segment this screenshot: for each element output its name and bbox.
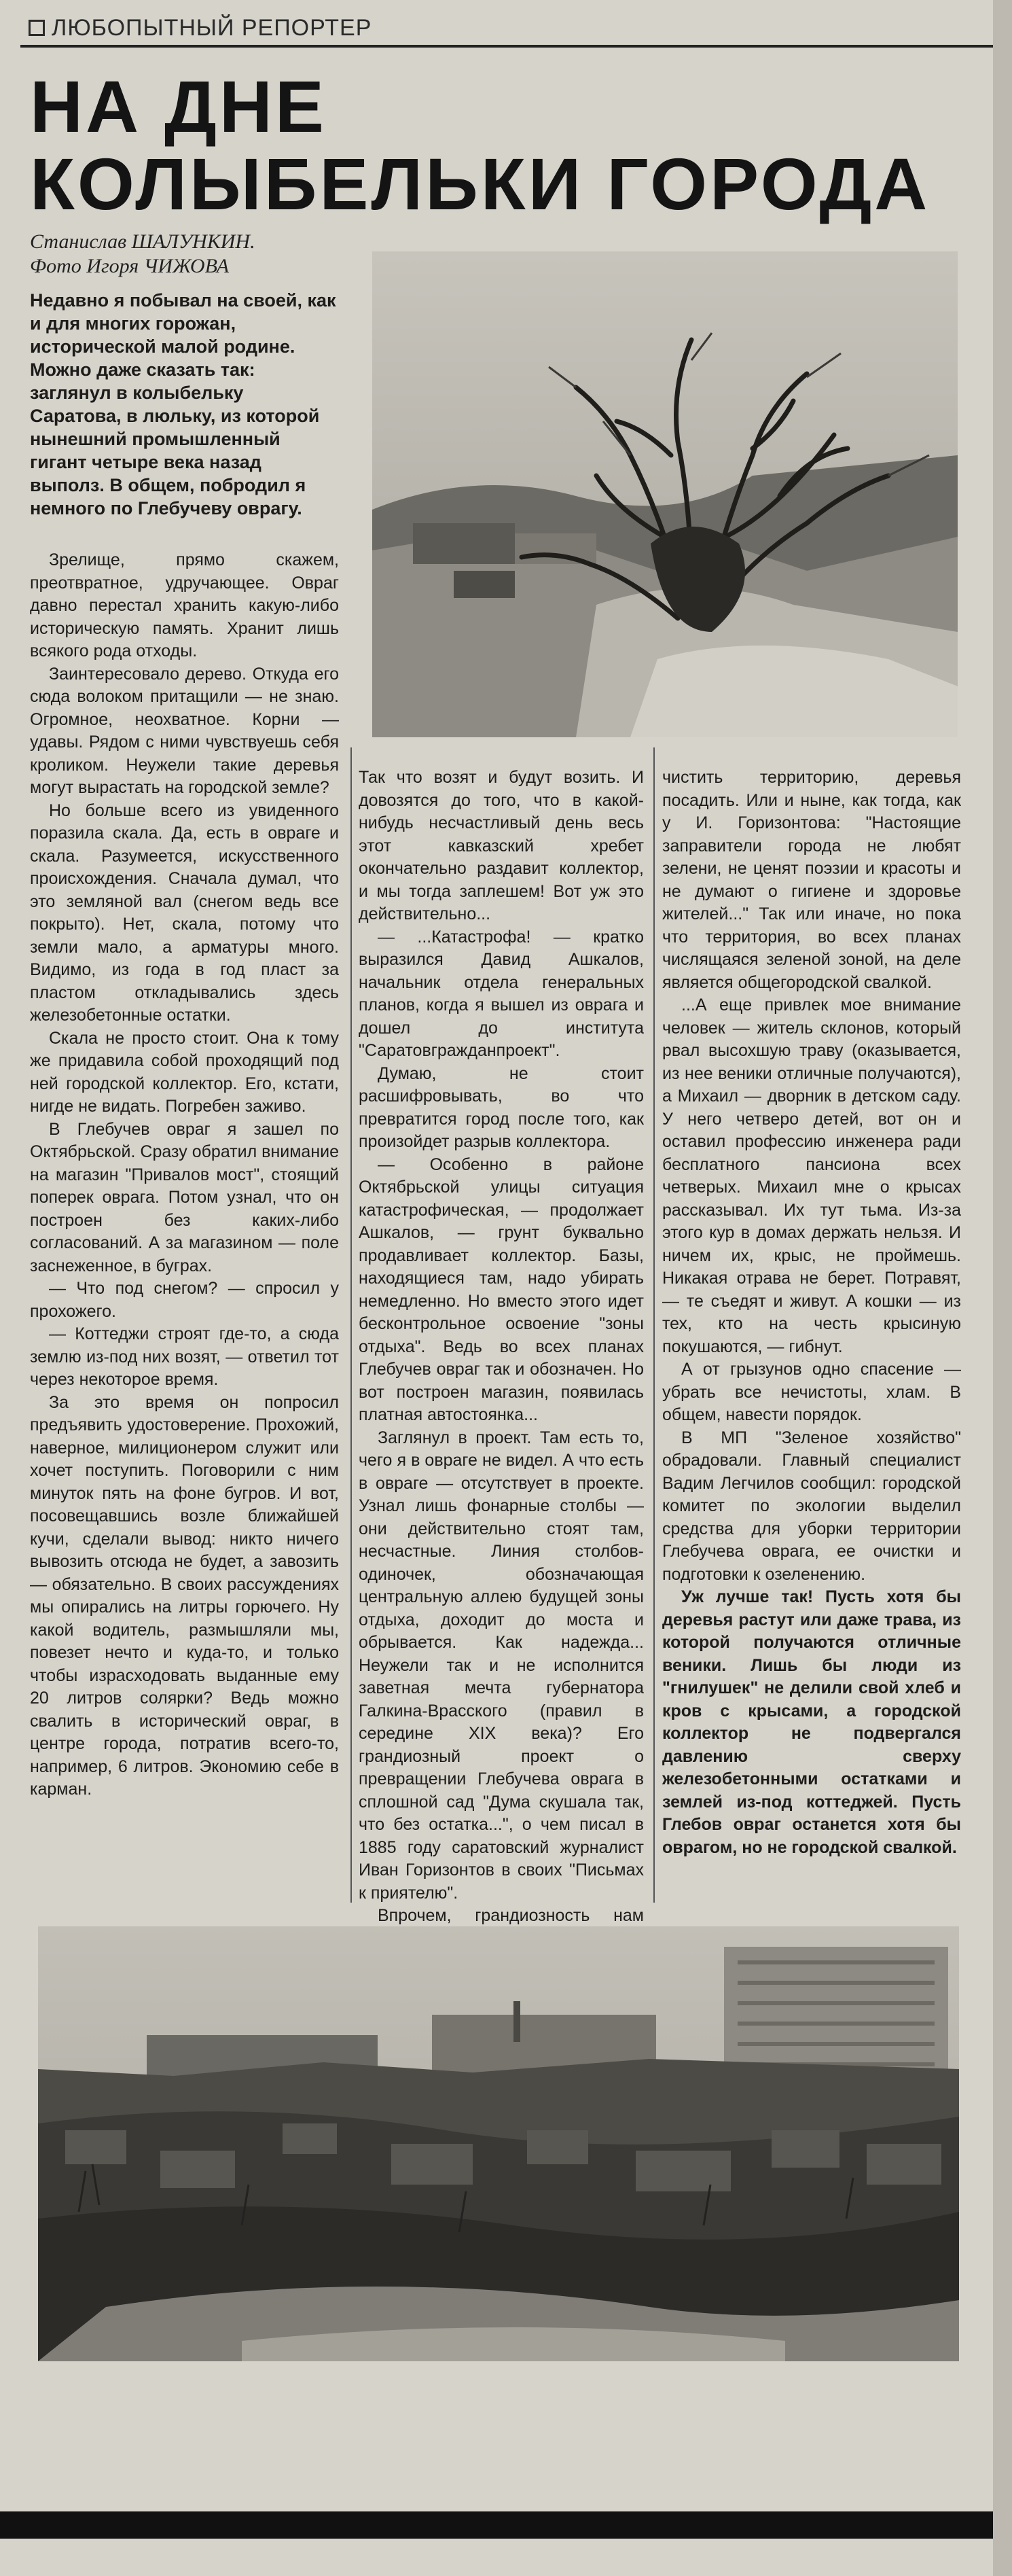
paragraph: Но больше всего из увиденного поразила скала. Да, есть в овраге и скала. Разумеется, искусственного происхождения. Сначала думал, что это земляной вал (снегом ведь все покрыто). Нет, скала, потому что земли мало, а арматуры много. Видимо, из года в год пласт за пластом откладывались здесь железобетонные остатки. [30,800,339,1025]
byline-photo: Фото Игоря ЧИЖОВА [30,255,230,277]
ravine-photo [38,1926,959,2361]
paragraph: Заглянул в проект. Там есть то, чего я в овраге не видел. А что есть в овраге — отсутствует в проекте. Узнал лишь фонарные столбы — они действительно стоят там, несчастные. Линия столбов-одиночек, обозначающая центральную аллею будущей зоны отдыха, доходит до моста и обрывается. Как надежда... Неужели так и не исполнится заветная мечта губернатора Галкина-Врасского (правил в середине XIX века)? Его грандиозный проект о превращении Глебучева оврага в сплошной сад "Дума скушала так, что без остатка...", о чем писал в 1885 году саратовский журналист Иван Горизонтов в своих "Письмах к приятелю". [359,1428,644,1903]
paragraph: В Глебучев овраг я зашел по Октябрьской. Сразу обратил внимание на магазин "Привалов мост", стоящий поперек оврага. Потом узнал, что он построен без каких-либо согласований. А за магазином — поле заснеженное, в буграх. [30,1119,339,1275]
paragraph: — ...Катастрофа! — кратко выразился Давид Ашкалов, начальник отдела генеральных планов, когда я вышел из оврага и дошел до института "Саратовгражданпроект". [359,927,644,1060]
paragraph: чистить территорию, деревья посадить. Или и ныне, как тогда, как у И. Горизонтова: "Настоящие заправители города не любят зелени, не ценят поэзии и красоты и не думают о гигиене и здоровье жителей..." Так или иначе, но пока что территория, во всех планах числящаяся зеленой зоной, на деле является общегородской свалкой. [662,768,961,992]
paragraph: — Коттеджи строят где-то, а сюда землю из-под них возят, — ответил тот через некоторое время. [30,1324,339,1389]
paragraph: За это время он попросил предъявить удостоверение. Прохожий, наверное, милиционером служит или хочет поступить. Поговорили с ним минуток пять на фоне бугров. И вот, посовещавшись возле ближайшей кучи, сделали вывод: никто ничего вывозить отсюда не будет, а завозить — обязательно. В своих рассуждениях мы опирались на литры горючего. Ну какой водитель, размышляли мы, повезет нечто и куда-то, и только чтобы израсходовать выданные ему 20 литров солярки? Ведь можно свалить в исторический овраг, в центре города, потратив всего-то, например, 6 литров. Экономию себе в карман. [30,1392,339,1799]
byline [30,230,255,279]
page-edge [993,0,1012,2576]
article-column-2 [359,766,644,1950]
ravine-photo-image [38,1926,959,2361]
article-column-3 [662,766,961,1859]
paragraph: В МП "Зеленое хозяйство" обрадовали. Главный специалист Вадим Легчилов сообщил: городской комитет по экологии выделил средства для уборки территории Глебучева оврага, ее очистки и подготовки к озеленению. [662,1428,961,1584]
square-bullet-icon [29,20,45,36]
lead-paragraph: Недавно я побывал на своей, как и для многих горожан, исторической малой родине. Можно даже сказать так: заглянул в колыбельку Саратова, в люльку, из которой нынешний промышленный гигант четыре века назад выполз. В общем, побродил я немного по Глебучеву оврагу. [30,290,336,518]
article-column-1-body [30,549,339,1801]
paragraph: Скала не просто стоит. Она к тому же придавила собой проходящий под ней городской коллектор. Его, кстати, нигде не видать. Погребен заживо. [30,1028,339,1116]
closing-paragraph: Уж лучше так! Пусть хотя бы деревья растут или даже трава, из которой получаются отличные веники. Лишь бы люди из "гнилушек" не делили свой хлеб и кров с крысами, а городской коллектор не подвергался давлению сверху железобетонными остатками и землей из-под коттеджей. Пусть Глебов овраг останется хотя бы оврагом, но не городской свалкой. [662,1587,961,1857]
paragraph: А от грызунов одно спасение — убрать все нечистоты, хлам. В общем, навести порядок. [662,1360,961,1424]
article-column-1 [30,289,339,536]
top-rule [20,45,998,48]
rubric-label: ЛЮБОПЫТНЫЙ РЕПОРТЕР [52,15,372,41]
byline-author: Станислав ШАЛУНКИН. [30,230,255,253]
paragraph: Заинтересовало дерево. Откуда его сюда волоком притащили — не знаю. Огромное, неохватное. Корни — удавы. Рядом с ними чувствуешь себя кроликом. Неужели такие деревья могут вырастать на городской земле? [30,664,339,797]
paragraph: — Особенно в районе Октябрьской улицы ситуация катастрофическая, — продолжает Ашкалов, — грунт буквально продавливает коллектор. Базы, находящиеся там, надо убирать немедленно. Но вместо этого идет бесконтрольное освоение "зоны отдыха". Ведь во всех планах Глебучев овраг так и обозначен. Но вот построен магазин, появилась платная автостоянка... [359,1154,644,1424]
column-divider [653,747,655,1903]
tree-photo-image [372,251,958,737]
paragraph: ...А еще привлек мое внимание человек — житель склонов, который рвал высохшую траву (оказывается, из нее веники отличные получаются), а Михаил — дворник в детском саду. У него четверо детей, вот он и оставил профессию инженера ради бесплатного пансиона всех четверых. Михаил мне о крысах рассказывал. Их тут тьма. Из-за этого кур в домах держать нельзя. И ничем их, крыс, не проймешь. Никакая отрава не берет. Потравят, — те съедят и живут. А кошки — из тех, кто на честь крысиную покушаются, — гибнут. [662,995,961,1356]
paragraph: — Что под снегом? — спросил у прохожего. [30,1279,339,1321]
paragraph: Думаю, не стоит расшифровывать, во что превратится город после того, как произойдет разрыв коллектора. [359,1063,644,1151]
paragraph: Зрелище, прямо скажем, преотвратное, удручающее. Овраг давно перестал хранить какую-либо историческую память. Хранит лишь всякого рода отходы. [30,550,339,660]
headline [30,65,967,225]
page-bottom-bar [0,2511,1012,2539]
tree-photo [372,251,958,737]
headline-line-1: НА ДНЕ [30,65,327,147]
paragraph: Впрочем, грандиозность нам [378,1906,644,1925]
section-rubric [29,15,372,41]
paragraph: Так что возят и будут возить. И довозятся до того, что в какой-нибудь несчастливый день весь этот кавказский хребет окончательно раздавит коллектор, и мы тогда заплешем! Вот уж это действительно... [359,768,644,923]
headline-line-2: КОЛЫБЕЛЬКИ ГОРОДА [30,143,930,225]
column-divider [350,747,352,1903]
